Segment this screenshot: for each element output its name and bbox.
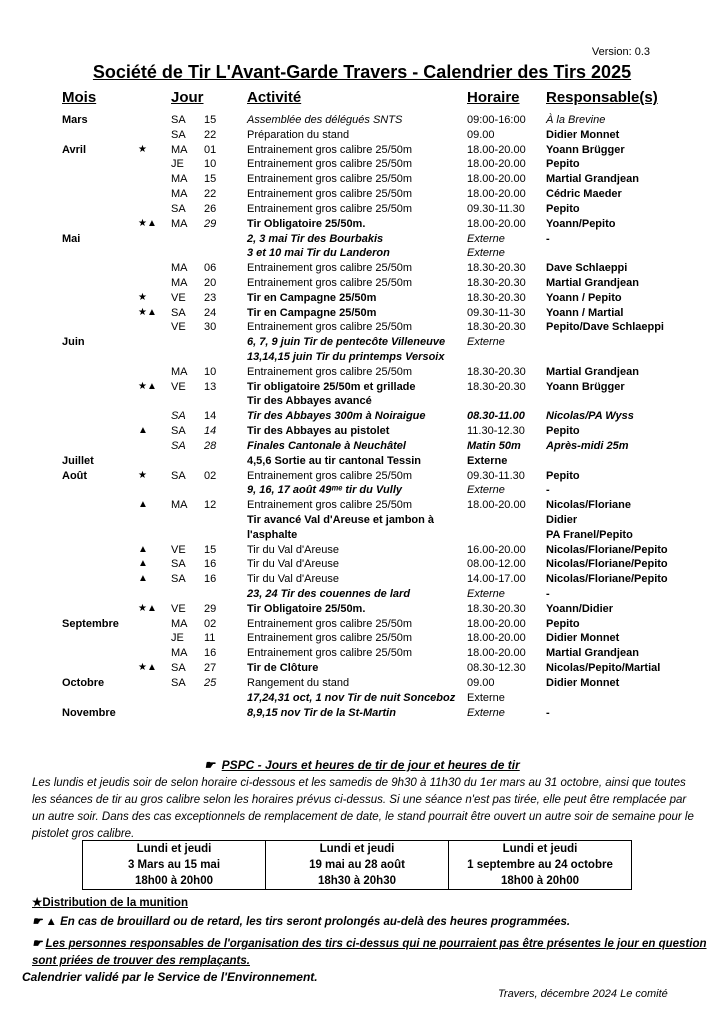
marks-cell: ▲ (138, 558, 148, 570)
activity-cell: Entrainement gros calibre 25/50m (247, 276, 413, 289)
pspc-title-text: PSPC - Jours et heures de tir de jour et heures de tir (221, 758, 520, 772)
responsible-cell: Pepito (546, 425, 580, 438)
day-number-cell: 10 (204, 365, 217, 378)
day-number-cell: 23 (204, 291, 217, 304)
day-cell: SA (171, 425, 186, 438)
day-number-cell: 29 (204, 217, 217, 230)
calendar-row (0, 483, 724, 498)
time-cell: 18.30-20.30 (467, 602, 526, 615)
time-cell: Externe (467, 484, 505, 497)
day-cell: JE (171, 158, 184, 171)
activity-cell: Entrainement gros calibre 25/50m (247, 143, 413, 156)
day-cell: SA (171, 410, 186, 423)
activity-cell: 4,5,6 Sortie au tir cantonal Tessin (247, 454, 422, 467)
calendar-row (0, 276, 724, 291)
day-number-cell: 24 (204, 306, 217, 319)
day-number-cell: 26 (204, 202, 217, 215)
month-cell: Novembre (62, 706, 116, 719)
responsible-cell: Yoann / Pepito (546, 291, 622, 304)
time-cell: 18.30-20.30 (467, 262, 526, 275)
day-cell: VE (171, 291, 186, 304)
time-cell: 18.00-20.00 (467, 632, 526, 645)
activity-cell: Entrainement gros calibre 25/50m (247, 647, 413, 660)
day-number-cell: 20 (204, 276, 217, 289)
responsible-cell: Yoann Brügger (546, 380, 625, 393)
activity-cell: Entrainement gros calibre 25/50m (247, 188, 413, 201)
activity-cell: Tir des Abbayes au pistolet (247, 425, 390, 438)
time-cell: 09.30-11.30 (467, 202, 525, 215)
responsible-cell: Didier Monnet (546, 632, 620, 645)
time-cell: 18.00-20.00 (467, 158, 526, 171)
calendar-row (0, 661, 724, 676)
responsible-cell: Nicolas/Floriane (546, 499, 631, 512)
responsible-cell: Pepito (546, 469, 580, 482)
month-cell: Août (62, 469, 88, 482)
responsible-cell: Pepito/Dave Schlaeppi (546, 321, 664, 334)
month-cell: Juillet (62, 454, 94, 467)
time-cell: 18.00-20.00 (467, 499, 526, 512)
responsible-cell: - (546, 484, 550, 497)
time-cell: 14.00-17.00 (467, 573, 526, 586)
calendar-row (0, 646, 724, 661)
time-cell: 18.00-20.00 (467, 143, 526, 156)
activity-cell: Tir des Abbayes avancé (247, 395, 372, 408)
pspc-text: Les lundis et jeudis soir de selon horaire ci-dessous et les samedis de 9h30 à 11h30 du 1er mars au 31 octobre, ainsi que toutes les séances de tir au gros calibre selon les horaires prévus ci-dessus. Si une séance n'est pas tirée, elle peut être remplacée par un autre soir. Dans des cas exceptionnels de remplacement de date, le stand pourrait être ouvert un autre soir de semaine pour le pistolet gros calibre. (32, 777, 694, 840)
activity-cell: 8,9,15 nov Tir de la St-Martin (247, 706, 396, 719)
activity-cell: Tir en Campagne 25/50m (247, 291, 377, 304)
distribution-note: ★Distribution de la munition (32, 897, 188, 909)
day-number-cell: 14 (204, 410, 217, 423)
page-title: Société de Tir L'Avant-Garde Travers - Calendrier des Tirs 2025 (92, 62, 632, 82)
calendar-row (0, 157, 724, 172)
day-cell: SA (171, 558, 186, 571)
day-cell: MA (171, 647, 188, 660)
calendar-row (0, 217, 724, 232)
responsible-cell: Yoann / Martial (546, 306, 624, 319)
activity-cell: Entrainement gros calibre 25/50m (247, 202, 413, 215)
calendar-row (0, 439, 724, 454)
time-cell: 16.00-20.00 (467, 543, 526, 556)
marks-cell: ★▲ (138, 380, 157, 392)
schedule-cell: Lundi et jeudi 1 septembre au 24 octobre 18h00 à 20h00 (449, 841, 632, 890)
day-number-cell: 22 (204, 188, 217, 201)
responsible-cell: PA Franel/Pepito (546, 528, 633, 541)
time-cell: 18.30-20.30 (467, 380, 526, 393)
day-cell: SA (171, 306, 186, 319)
calendar-list (0, 113, 724, 720)
day-number-cell: 06 (204, 262, 217, 275)
month-cell: Mars (62, 114, 88, 126)
activity-cell: Entrainement gros calibre 25/50m (247, 499, 413, 512)
time-cell: Matin 50m (467, 439, 521, 452)
header-day: Jour (171, 89, 204, 106)
activity-cell: Entrainement gros calibre 25/50m (247, 469, 413, 482)
calendar-row (0, 617, 724, 632)
time-cell: 09.00 (467, 128, 495, 141)
marks-cell: ▲ (138, 573, 148, 585)
calendar-row (0, 691, 724, 706)
triangle-icon: ▲ (45, 916, 57, 928)
responsible-cell: Après-midi 25m (546, 439, 629, 452)
activity-cell: Tir du Val d'Areuse (247, 543, 339, 556)
calendar-row (0, 394, 724, 409)
day-cell: VE (171, 543, 186, 556)
time-cell: 18.30-20.30 (467, 291, 526, 304)
activity-cell: Assemblée des délégués SNTS (247, 114, 403, 126)
hand-icon: ☛ (204, 758, 215, 772)
day-cell: SA (171, 114, 186, 126)
calendar-row (0, 587, 724, 602)
day-cell: MA (171, 188, 188, 201)
day-cell: VE (171, 602, 186, 615)
marks-cell: ▲ (138, 499, 148, 511)
day-number-cell: 27 (204, 662, 217, 675)
header-responsible: Responsable(s) (546, 89, 658, 106)
time-cell: Externe (467, 691, 505, 704)
time-cell: Externe (467, 247, 505, 260)
time-cell: Externe (467, 588, 505, 600)
day-number-cell: 16 (204, 647, 217, 660)
calendar-row (0, 380, 724, 395)
calendar-row (0, 232, 724, 247)
responsible-cell: Pepito (546, 617, 580, 630)
header-activity: Activité (247, 89, 302, 106)
day-cell: MA (171, 217, 188, 230)
time-cell: 18.30-20.30 (467, 321, 526, 334)
marks-cell: ★▲ (138, 217, 157, 229)
activity-cell: 23, 24 Tir des couennes de lard (247, 588, 411, 600)
time-cell: 18.00-20.00 (467, 217, 526, 230)
responsible-cell: Pepito (546, 158, 580, 171)
calendar-row (0, 424, 724, 439)
activity-cell: Préparation du stand (247, 128, 350, 141)
responsible-cell: Martial Grandjean (546, 276, 639, 289)
activity-cell: Tir du Val d'Areuse (247, 558, 339, 571)
activity-cell: Tir avancé Val d'Areuse et jambon à (247, 513, 435, 526)
activity-cell: Tir des Abbayes 300m à Noiraigue (247, 410, 426, 423)
month-cell: Octobre (62, 676, 105, 689)
time-cell: Externe (467, 336, 505, 349)
calendar-row (0, 409, 724, 424)
responsible-cell: Nicolas/Floriane/Pepito (546, 573, 668, 586)
time-cell: 08.00-12.00 (467, 558, 526, 571)
time-cell: 18.00-20.00 (467, 188, 526, 201)
calendar-row (0, 513, 724, 528)
calendar-row (0, 246, 724, 261)
marks-cell: ★ (138, 291, 147, 303)
time-cell: 18.30-20.30 (467, 365, 526, 378)
calendar-row (0, 128, 724, 143)
day-number-cell: 29 (204, 602, 217, 615)
time-cell: 18.00-20.00 (467, 647, 526, 660)
day-number-cell: 02 (204, 469, 217, 482)
day-cell: SA (171, 128, 186, 141)
activity-cell: Entrainement gros calibre 25/50m (247, 365, 413, 378)
activity-cell: Entrainement gros calibre 25/50m (247, 158, 413, 171)
calendar-row (0, 557, 724, 572)
responsible-cell: Yoann/Pepito (546, 217, 616, 230)
time-cell: 08.30-11.00 (467, 410, 525, 423)
calendar-row (0, 320, 724, 335)
responsible-cell: Nicolas/Floriane/Pepito (546, 543, 668, 556)
day-number-cell: 15 (204, 543, 217, 556)
activity-cell: l'asphalte (247, 528, 298, 541)
day-number-cell: 10 (204, 158, 217, 171)
day-cell: MA (171, 365, 188, 378)
responsible-cell: Didier (546, 513, 578, 526)
month-cell: Mai (62, 232, 81, 245)
activity-cell: Entrainement gros calibre 25/50m (247, 617, 413, 630)
responsible-cell: Pepito (546, 202, 580, 215)
version-label: Version: 0.3 (591, 46, 650, 58)
day-number-cell: 25 (204, 676, 217, 689)
calendar-row (0, 631, 724, 646)
fog-note: ☛ ▲ En cas de brouillard ou de retard, les tirs seront prolongés au-delà des heures programmées. (32, 916, 571, 928)
calendar-row (0, 706, 724, 721)
responsibility-note: ☛ Les personnes responsables de l'organisation des tirs ci-dessus qui ne pourraient pas être présentes le jour en question sont priées de trouver des remplaçants. (32, 938, 707, 967)
schedule-table (82, 840, 632, 890)
activity-cell: Finales Cantonale à Neuchâtel (247, 439, 406, 452)
activity-cell: Entrainement gros calibre 25/50m (247, 262, 413, 275)
time-cell: 18.00-20.00 (467, 617, 526, 630)
activity-cell: Tir Obligatoire 25/50m. (247, 602, 366, 615)
calendar-row (0, 543, 724, 558)
responsible-cell: Didier Monnet (546, 128, 620, 141)
month-cell: Septembre (62, 617, 119, 630)
responsible-cell: Martial Grandjean (546, 365, 639, 378)
day-cell: SA (171, 662, 186, 675)
day-cell: MA (171, 499, 188, 512)
calendar-row (0, 172, 724, 187)
responsible-cell: Yoann Brügger (546, 143, 625, 156)
time-cell: 11.30-12.30 (467, 425, 525, 438)
day-number-cell: 02 (204, 617, 217, 630)
activity-cell: 6, 7, 9 juin Tir de pentecôte Villeneuve (247, 336, 446, 349)
day-cell: VE (171, 380, 186, 393)
pspc-title (0, 758, 724, 772)
header-month: Mois (62, 89, 97, 106)
calendar-row (0, 454, 724, 469)
time-cell: 09.30-11-30 (467, 306, 526, 319)
star-icon: ★ (32, 897, 43, 909)
calendar-row (0, 335, 724, 350)
day-cell: JE (171, 632, 184, 645)
activity-cell: Tir du Val d'Areuse (247, 573, 339, 586)
calendar-row (0, 187, 724, 202)
hand-icon: ☛ (32, 916, 43, 928)
day-cell: MA (171, 276, 188, 289)
day-number-cell: 16 (204, 573, 217, 586)
schedule-cell: Lundi et jeudi 3 Mars au 15 mai 18h00 à 20h00 (83, 841, 266, 890)
day-cell: SA (171, 439, 186, 452)
marks-cell: ▲ (138, 425, 148, 437)
activity-cell: 13,14,15 juin Tir du printemps Versoix (247, 351, 445, 363)
activity-cell: 2, 3 mai Tir des Bourbakis (247, 232, 384, 245)
day-number-cell: 16 (204, 558, 217, 571)
responsible-cell: Cédric Maeder (546, 188, 622, 201)
activity-cell: 17,24,31 oct, 1 nov Tir de nuit Sonceboz (247, 691, 456, 704)
day-cell: SA (171, 202, 186, 215)
time-cell: 09.30-11.30 (467, 469, 525, 482)
responsible-cell: Martial Grandjean (546, 173, 639, 186)
day-cell: SA (171, 573, 186, 586)
activity-cell: Entrainement gros calibre 25/50m (247, 321, 413, 334)
responsible-cell: Nicolas/Floriane/Pepito (546, 558, 668, 571)
responsible-cell: Dave Schlaeppi (546, 262, 628, 275)
day-number-cell: 12 (204, 499, 217, 512)
calendar-row (0, 602, 724, 617)
responsible-cell: Martial Grandjean (546, 647, 639, 660)
time-cell: Externe (467, 706, 505, 719)
day-number-cell: 28 (204, 439, 217, 452)
activity-cell: Tir Obligatoire 25/50m. (247, 217, 366, 230)
hand-icon: ☛ (32, 938, 43, 950)
responsible-cell: - (546, 706, 550, 719)
day-cell: MA (171, 617, 188, 630)
responsible-cell: À la Brevine (546, 114, 606, 126)
calendar-row (0, 291, 724, 306)
marks-cell: ★▲ (138, 662, 157, 674)
activity-cell: Tir de Clôture (247, 662, 319, 675)
calendar-row (0, 306, 724, 321)
calendar-row (0, 528, 724, 543)
schedule-cell: Lundi et jeudi 19 mai au 28 août 18h30 à 20h30 (266, 841, 449, 890)
activity-cell: Rangement du stand (247, 676, 350, 689)
day-cell: MA (171, 143, 188, 156)
day-number-cell: 13 (204, 380, 217, 393)
activity-cell: Entrainement gros calibre 25/50m (247, 632, 413, 645)
validation-note: Calendrier validé par le Service de l'Environnement. (22, 970, 318, 984)
calendar-row (0, 365, 724, 380)
calendar-row (0, 350, 724, 365)
marks-cell: ★▲ (138, 306, 157, 318)
month-cell: Avril (62, 143, 87, 156)
day-cell: SA (171, 676, 186, 689)
responsible-cell: Yoann/Didier (546, 602, 614, 615)
day-number-cell: 01 (204, 143, 217, 156)
activity-cell: 3 et 10 mai Tir du Landeron (247, 247, 390, 260)
activity-cell: Tir en Campagne 25/50m (247, 306, 377, 319)
calendar-row (0, 202, 724, 217)
calendar-row (0, 469, 724, 484)
marks-cell: ★▲ (138, 602, 157, 614)
calendar-row (0, 143, 724, 158)
activity-cell: Entrainement gros calibre 25/50m (247, 173, 413, 186)
time-cell: Externe (467, 454, 508, 467)
calendar-row (0, 676, 724, 691)
responsible-cell: - (546, 588, 550, 600)
calendar-row (0, 113, 724, 128)
day-number-cell: 15 (204, 173, 217, 186)
activity-cell: 9, 16, 17 août 49ᵐᵉ tir du Vully (247, 484, 402, 497)
time-cell: 08.30-12.30 (467, 662, 526, 675)
day-cell: MA (171, 262, 188, 275)
calendar-row (0, 261, 724, 276)
marks-cell: ★ (138, 143, 147, 155)
day-number-cell: 30 (204, 321, 217, 334)
signature: Travers, décembre 2024 Le comité (498, 988, 668, 1000)
day-cell: SA (171, 469, 186, 482)
time-cell: Externe (467, 232, 505, 245)
day-cell: MA (171, 173, 188, 186)
day-number-cell: 15 (204, 114, 217, 126)
marks-cell: ▲ (138, 543, 148, 555)
responsible-cell: Nicolas/Pepito/Martial (546, 662, 661, 675)
time-cell: 09.00 (467, 676, 495, 689)
time-cell: 18.30-20.30 (467, 276, 526, 289)
day-number-cell: 14 (204, 425, 217, 438)
activity-cell: Tir obligatoire 25/50m et grillade (247, 380, 416, 393)
marks-cell: ★ (138, 469, 147, 481)
time-cell: 18.00-20.00 (467, 173, 526, 186)
day-cell: VE (171, 321, 186, 334)
calendar-row (0, 498, 724, 513)
responsible-cell: Didier Monnet (546, 676, 620, 689)
day-number-cell: 11 (204, 632, 216, 645)
header-time: Horaire (467, 89, 520, 106)
responsible-cell: Nicolas/PA Wyss (546, 410, 634, 423)
calendar-row (0, 572, 724, 587)
day-number-cell: 22 (204, 128, 217, 141)
month-cell: Juin (62, 336, 85, 349)
time-cell: 09:00-16:00 (467, 114, 526, 126)
responsible-cell: - (546, 232, 550, 245)
